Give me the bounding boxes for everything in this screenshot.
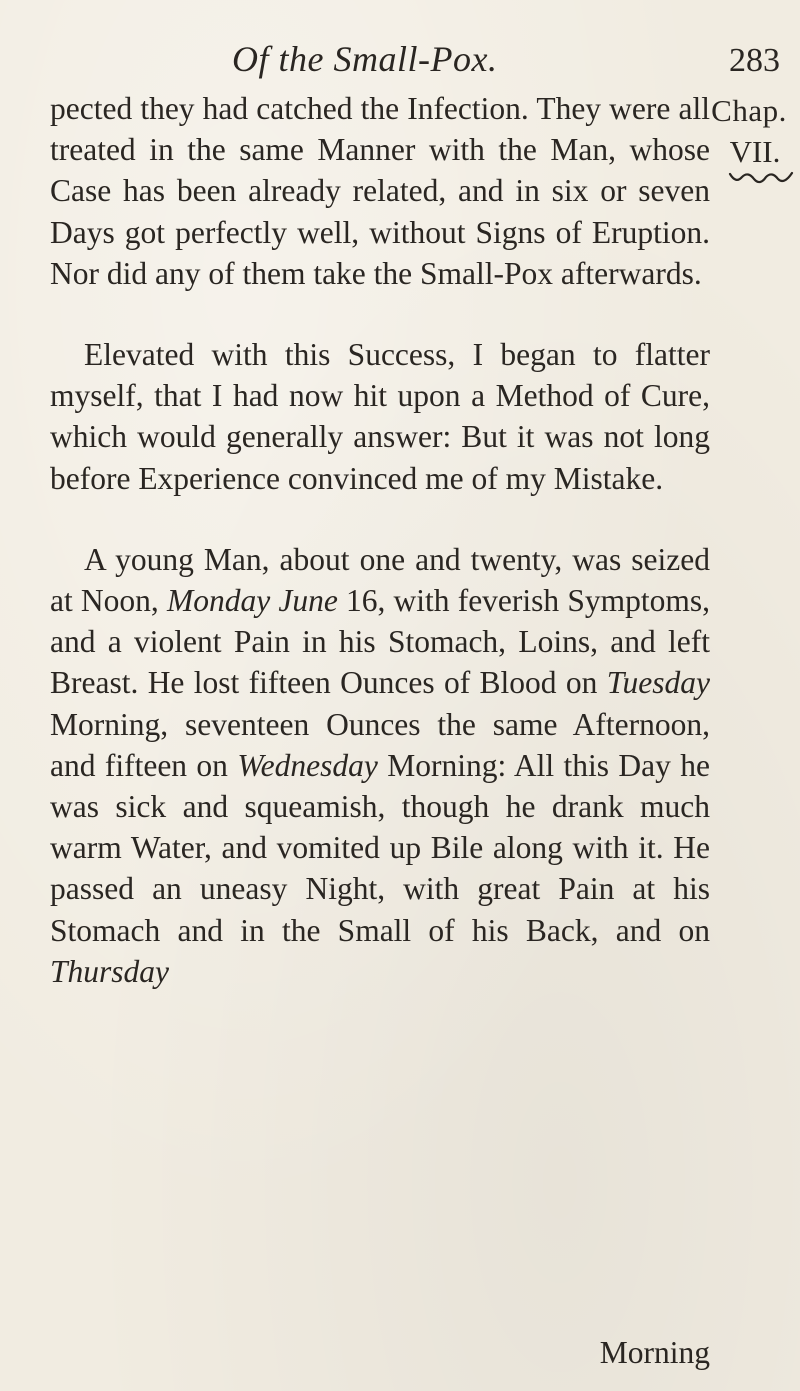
- day-text: Thursday: [50, 953, 170, 989]
- chapter-number: VII.: [729, 134, 781, 169]
- paragraph-3-text: 16, with feverish Symptoms, and a violent Pain in his Stomach, Loins, and left Breast. He lost fifteen Ounces of Blood on: [50, 583, 710, 701]
- chapter-side-note: [705, 90, 800, 172]
- catchword: Morning: [599, 1335, 710, 1370]
- date-text: Monday June: [166, 583, 338, 619]
- paragraph-3-text: Morning: All this Day he was sick and squeamish, though he drank much warm Water, and vomited up Bile along with it. He passed an uneasy Night, with great Pain at his Stomach and in the Small of his Back, and on: [50, 747, 710, 948]
- paragraph-1: pected they had catched the Infection. They were all treated in the same Manner with the Man, whose Case has been already related, and in six or seven Days got perfectly well, without Signs of Eruption. Nor did any of them take the Small-Pox afterwards.: [50, 91, 710, 291]
- body-text: [50, 88, 710, 992]
- paragraph-3-text: Morning, seventeen Ounces the same Afternoon, and fifteen on: [50, 706, 710, 783]
- paragraph-3-text: A young Man, about one and twenty, was seized at Noon,: [50, 541, 710, 619]
- page-number: 283: [729, 42, 780, 79]
- day-text: Tuesday: [606, 665, 710, 701]
- paragraph-3: [50, 539, 710, 992]
- ornament-icon: [726, 168, 796, 190]
- running-head: Of the Small-Pox.: [232, 39, 498, 79]
- chapter-label: Chap.: [711, 93, 787, 128]
- day-text: Wednesday: [237, 747, 378, 783]
- paragraph-2: Elevated with this Success, I began to flatter myself, that I had now hit upon a Method of Cure, which would generally answer: But it was not long before Experience convinced me of my Mistake.: [50, 337, 710, 496]
